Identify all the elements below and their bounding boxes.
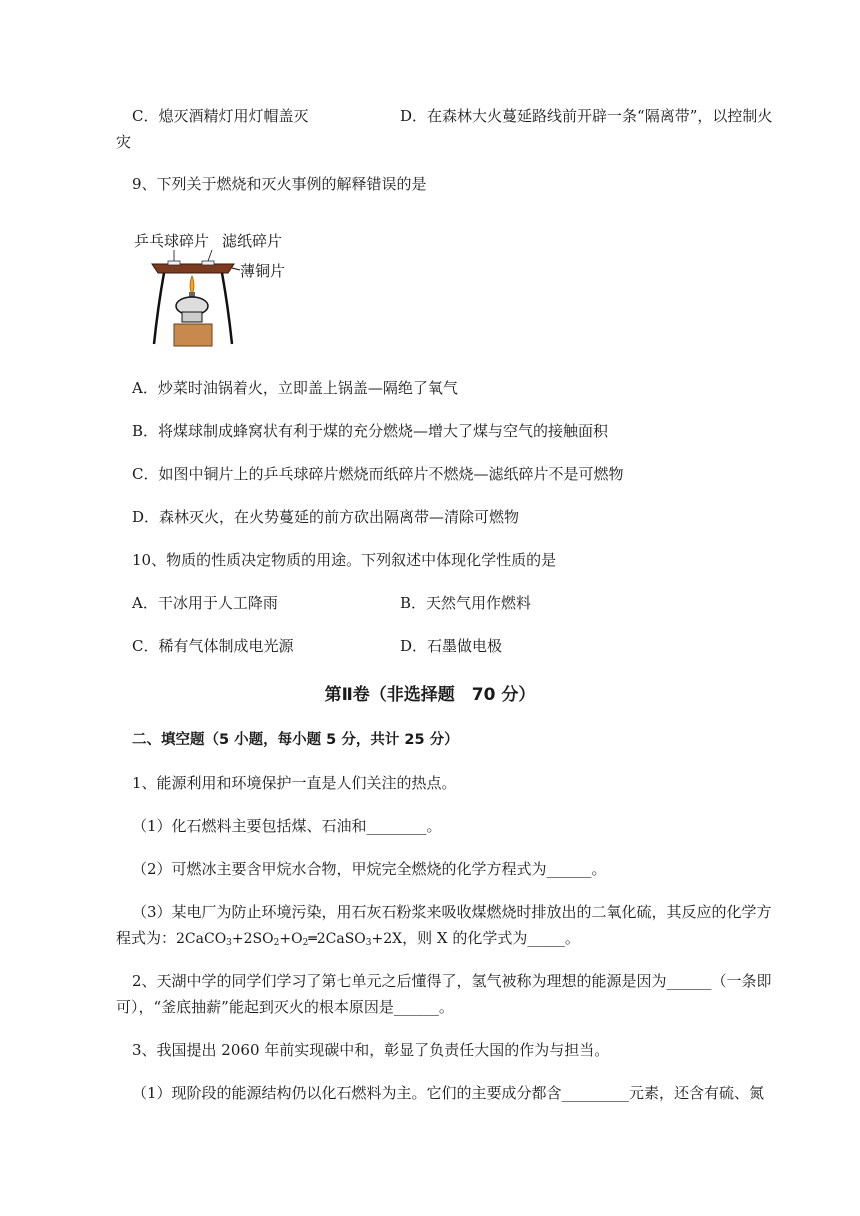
fill3-stem: 3、我国提出 2060 年前实现碳中和，彰显了负责任大国的作为与担当。	[132, 1041, 610, 1059]
fill3-part1: （1）现阶段的能源结构仍以化石燃料为主。它们的主要成分都含_________元素，还含有硫、氮	[132, 1084, 765, 1102]
q10-option-a: A．干冰用于人工降雨	[132, 594, 278, 612]
q8-option-c: C．熄灭酒精灯用灯帽盖灭	[132, 107, 309, 125]
copper-plate-experiment-figure	[132, 226, 302, 350]
q10-option-c: C．稀有气体制成电光源	[132, 637, 294, 655]
q9-stem: 9、下列关于燃烧和灭火事例的解释错误的是	[132, 175, 427, 193]
tripod-leg-left	[154, 273, 164, 344]
fill1-part1: （1）化石燃料主要包括煤、石油和________。	[132, 817, 442, 835]
wooden-block	[174, 324, 212, 346]
fill2-line1: 2、天湖中学的同学们学习了第七单元之后懂得了，氢气被称为理想的能源是因为______（一条即	[132, 972, 772, 990]
q9-option-c: C．如图中铜片上的乒乓球碎片燃烧而纸碎片不燃烧—滤纸碎片不是可燃物	[132, 465, 624, 483]
q9-option-d: D．森林灭火，在火势蔓延的前方砍出隔离带—清除可燃物	[132, 508, 520, 526]
figure-label-pingpong: 乒乓球碎片	[134, 232, 210, 250]
fill1-part3-line2	[116, 928, 580, 953]
section-two-heading: 二、填空题（5 小题，每小题 5 分，共计 25 分）	[132, 732, 459, 748]
figure-label-copper-plate: 薄铜片	[240, 262, 286, 280]
q8-option-d: D．在森林大火蔓延路线前开辟一条“隔离带”，以控制火	[400, 107, 773, 125]
q9-option-a: A．炒菜时油锅着火，立即盖上锅盖—隔绝了氧气	[132, 379, 458, 397]
q8-option-d-continued: 灾	[116, 133, 132, 151]
part-two-title: 第Ⅱ卷（非选择题 70 分）	[324, 685, 536, 705]
fill1-part3-prefix: 程式为：	[116, 929, 177, 947]
q10-option-d: D．石墨做电极	[400, 637, 503, 655]
q10-stem: 10、物质的性质决定物质的用途。下列叙述中体现化学性质的是	[132, 551, 557, 569]
fill1-part2: （2）可燃冰主要含甲烷水合物，甲烷完全燃烧的化学方程式为______。	[132, 860, 607, 878]
fill2-line2: 可），“釜底抽薪”能起到灭火的根本原因是______。	[116, 998, 454, 1016]
fill1-part3-line1: （3）某电厂为防止环境污染，用石灰石粉浆来吸收煤燃烧时排放出的二氧化硫，其反应的化学方	[132, 903, 772, 921]
chemical-equation: $2CaCO_3+2SO_2+O_2═2CaSO_3+2X$	[176, 931, 403, 948]
fill1-part3-suffix: ，则 X 的化学式为_____。	[402, 929, 580, 947]
figure-label-filter-paper: 滤纸碎片	[222, 232, 283, 250]
flame-icon	[190, 276, 194, 294]
q10-option-b: B．天然气用作燃料	[400, 594, 532, 612]
copper-plate-shape	[152, 264, 234, 273]
tripod-leg-right	[222, 273, 232, 344]
q9-option-b: B．将煤球制成蜂窝状有利于煤的充分燃烧—增大了煤与空气的接触面积	[132, 422, 609, 440]
fill1-stem: 1、能源利用和环境保护一直是人们关注的热点。	[132, 774, 457, 792]
